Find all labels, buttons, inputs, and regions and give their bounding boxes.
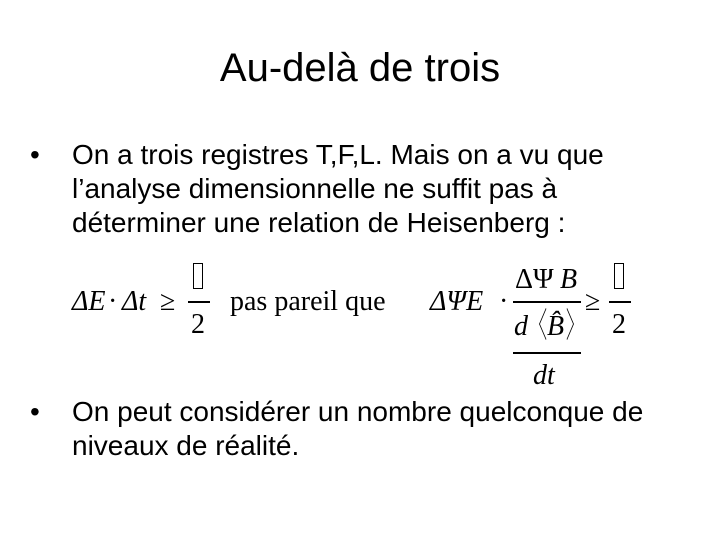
- numerator-delta-psi: ΔΨ: [515, 264, 554, 295]
- fraction-bar: [188, 301, 210, 303]
- fraction-bar-right: [513, 301, 581, 303]
- delta-psi-e: ΔΨE: [430, 286, 484, 317]
- denominator-dt: dt: [533, 360, 555, 391]
- connector-text: pas pareil que: [230, 286, 386, 317]
- hbar-placeholder-box: [193, 263, 203, 289]
- denominator-b-hat: B̂: [547, 311, 565, 342]
- geq-sign-right: ≥: [585, 286, 601, 317]
- dot-operator-right: ·: [499, 286, 509, 317]
- denominator-two: 2: [191, 309, 205, 340]
- left-angle-bracket: 〈: [530, 308, 547, 345]
- dot-operator: ·: [108, 286, 118, 317]
- denominator-d: d: [514, 311, 528, 342]
- slide-title: Au-delà de trois: [219, 46, 501, 90]
- delta-e: ΔE: [72, 286, 106, 317]
- bullet-item: [30, 395, 690, 463]
- bullet-text: On a trois registres T,F,L. Mais on a vu que l’analyse dimensionnelle ne suffit pas à déterminer une relation de Heisenberg :: [72, 139, 604, 238]
- denominator-two-right: 2: [612, 309, 626, 340]
- bullet-marker: •: [30, 139, 40, 170]
- bullet-text: On peut considérer un nombre quelconque de niveaux de réalité.: [72, 396, 644, 461]
- geq-sign: ≥: [160, 286, 176, 317]
- fraction-bar-right-2: [609, 301, 631, 303]
- delta-t: Δt: [122, 286, 147, 317]
- fraction-bar-denominator: [513, 352, 581, 354]
- hbar-placeholder-box-right: [614, 263, 624, 289]
- right-angle-bracket: 〉: [566, 308, 583, 345]
- numerator-b: B: [560, 264, 578, 295]
- bullet-marker: •: [30, 396, 40, 427]
